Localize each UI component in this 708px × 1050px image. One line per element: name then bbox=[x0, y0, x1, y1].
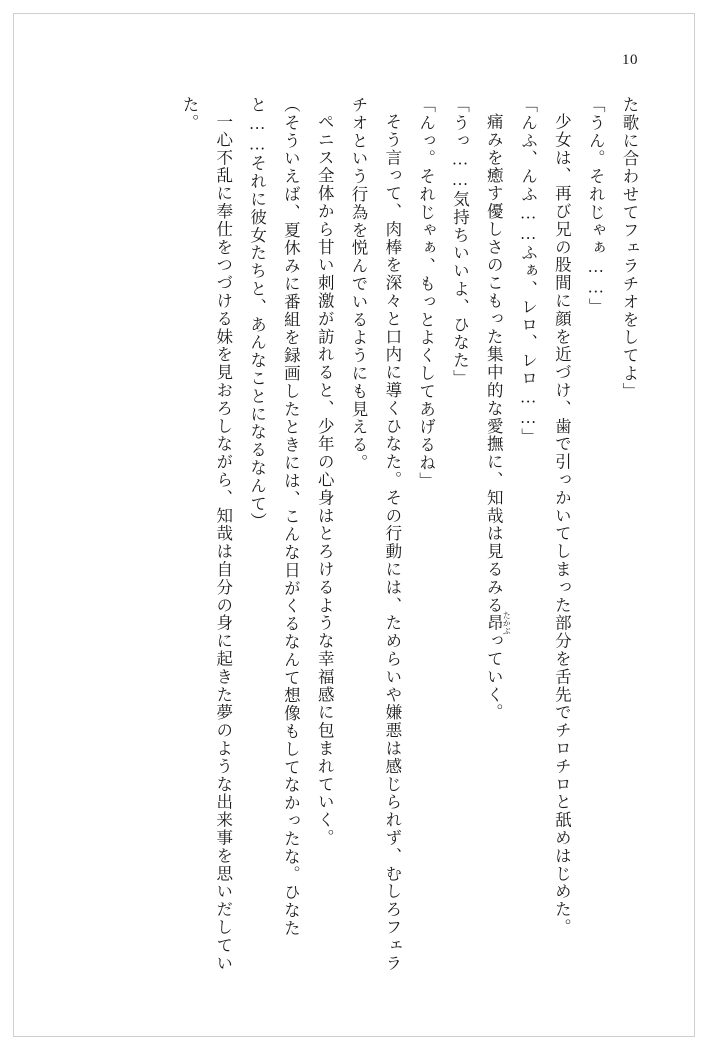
paragraph-tail: っていく。 bbox=[484, 631, 504, 722]
paragraph: 「んふ、んふ……ふぁ、レロ、レロ……」 bbox=[518, 96, 538, 447]
paragraph: 「んっ。それじゃぁ、もっとよくしてあげるね」 bbox=[416, 96, 436, 490]
ruby-reading: たかぶ bbox=[502, 610, 512, 635]
paragraph: そう言って、肉棒を深々と口内に導くひなた。その行動には、ためらいや嫌悪は感じられず、むしろフェラチオという行為を悦んでいるようにも見える。 bbox=[349, 96, 402, 972]
paragraph: （そういえば、夏休みに番組を録画したときには、こんな日がくるなんて想像もしてなかったな。ひなたと……それに彼女たちと、あんなことになるなんて） bbox=[247, 96, 301, 938]
paragraph: 「うん。それじゃぁ……」 bbox=[586, 96, 606, 316]
paragraph: 「うっ……気持ちいいよ、ひなた」 bbox=[450, 96, 470, 388]
paragraph-with-ruby bbox=[476, 96, 510, 976]
ruby-base: 昂 bbox=[484, 610, 504, 635]
page-body-text bbox=[62, 96, 646, 976]
paragraph-text: 痛みを癒す優しさのこもった集中的な愛撫に、知哉は見るみる bbox=[484, 112, 504, 614]
paragraph: 少女は、再び兄の股間に顔を近づけ、歯で引っかいてしまった部分を舌先でチロチロと舐めはじめた。 bbox=[552, 112, 572, 936]
paragraph: 一心不乱に奉仕をつづける妹を見おろしながら、知哉は自分の身に起きた夢のような出来事を思いだしていた。 bbox=[179, 96, 233, 972]
page-number: 10 bbox=[622, 52, 638, 68]
paragraph: ペニス全体から甘い刺激が訪れると、少年の心身はとろけるような幸福感に包まれていく。 bbox=[315, 112, 335, 847]
paragraph: た歌に合わせてフェラチオをしてよ」 bbox=[620, 96, 639, 401]
ruby-annotation bbox=[484, 610, 512, 635]
